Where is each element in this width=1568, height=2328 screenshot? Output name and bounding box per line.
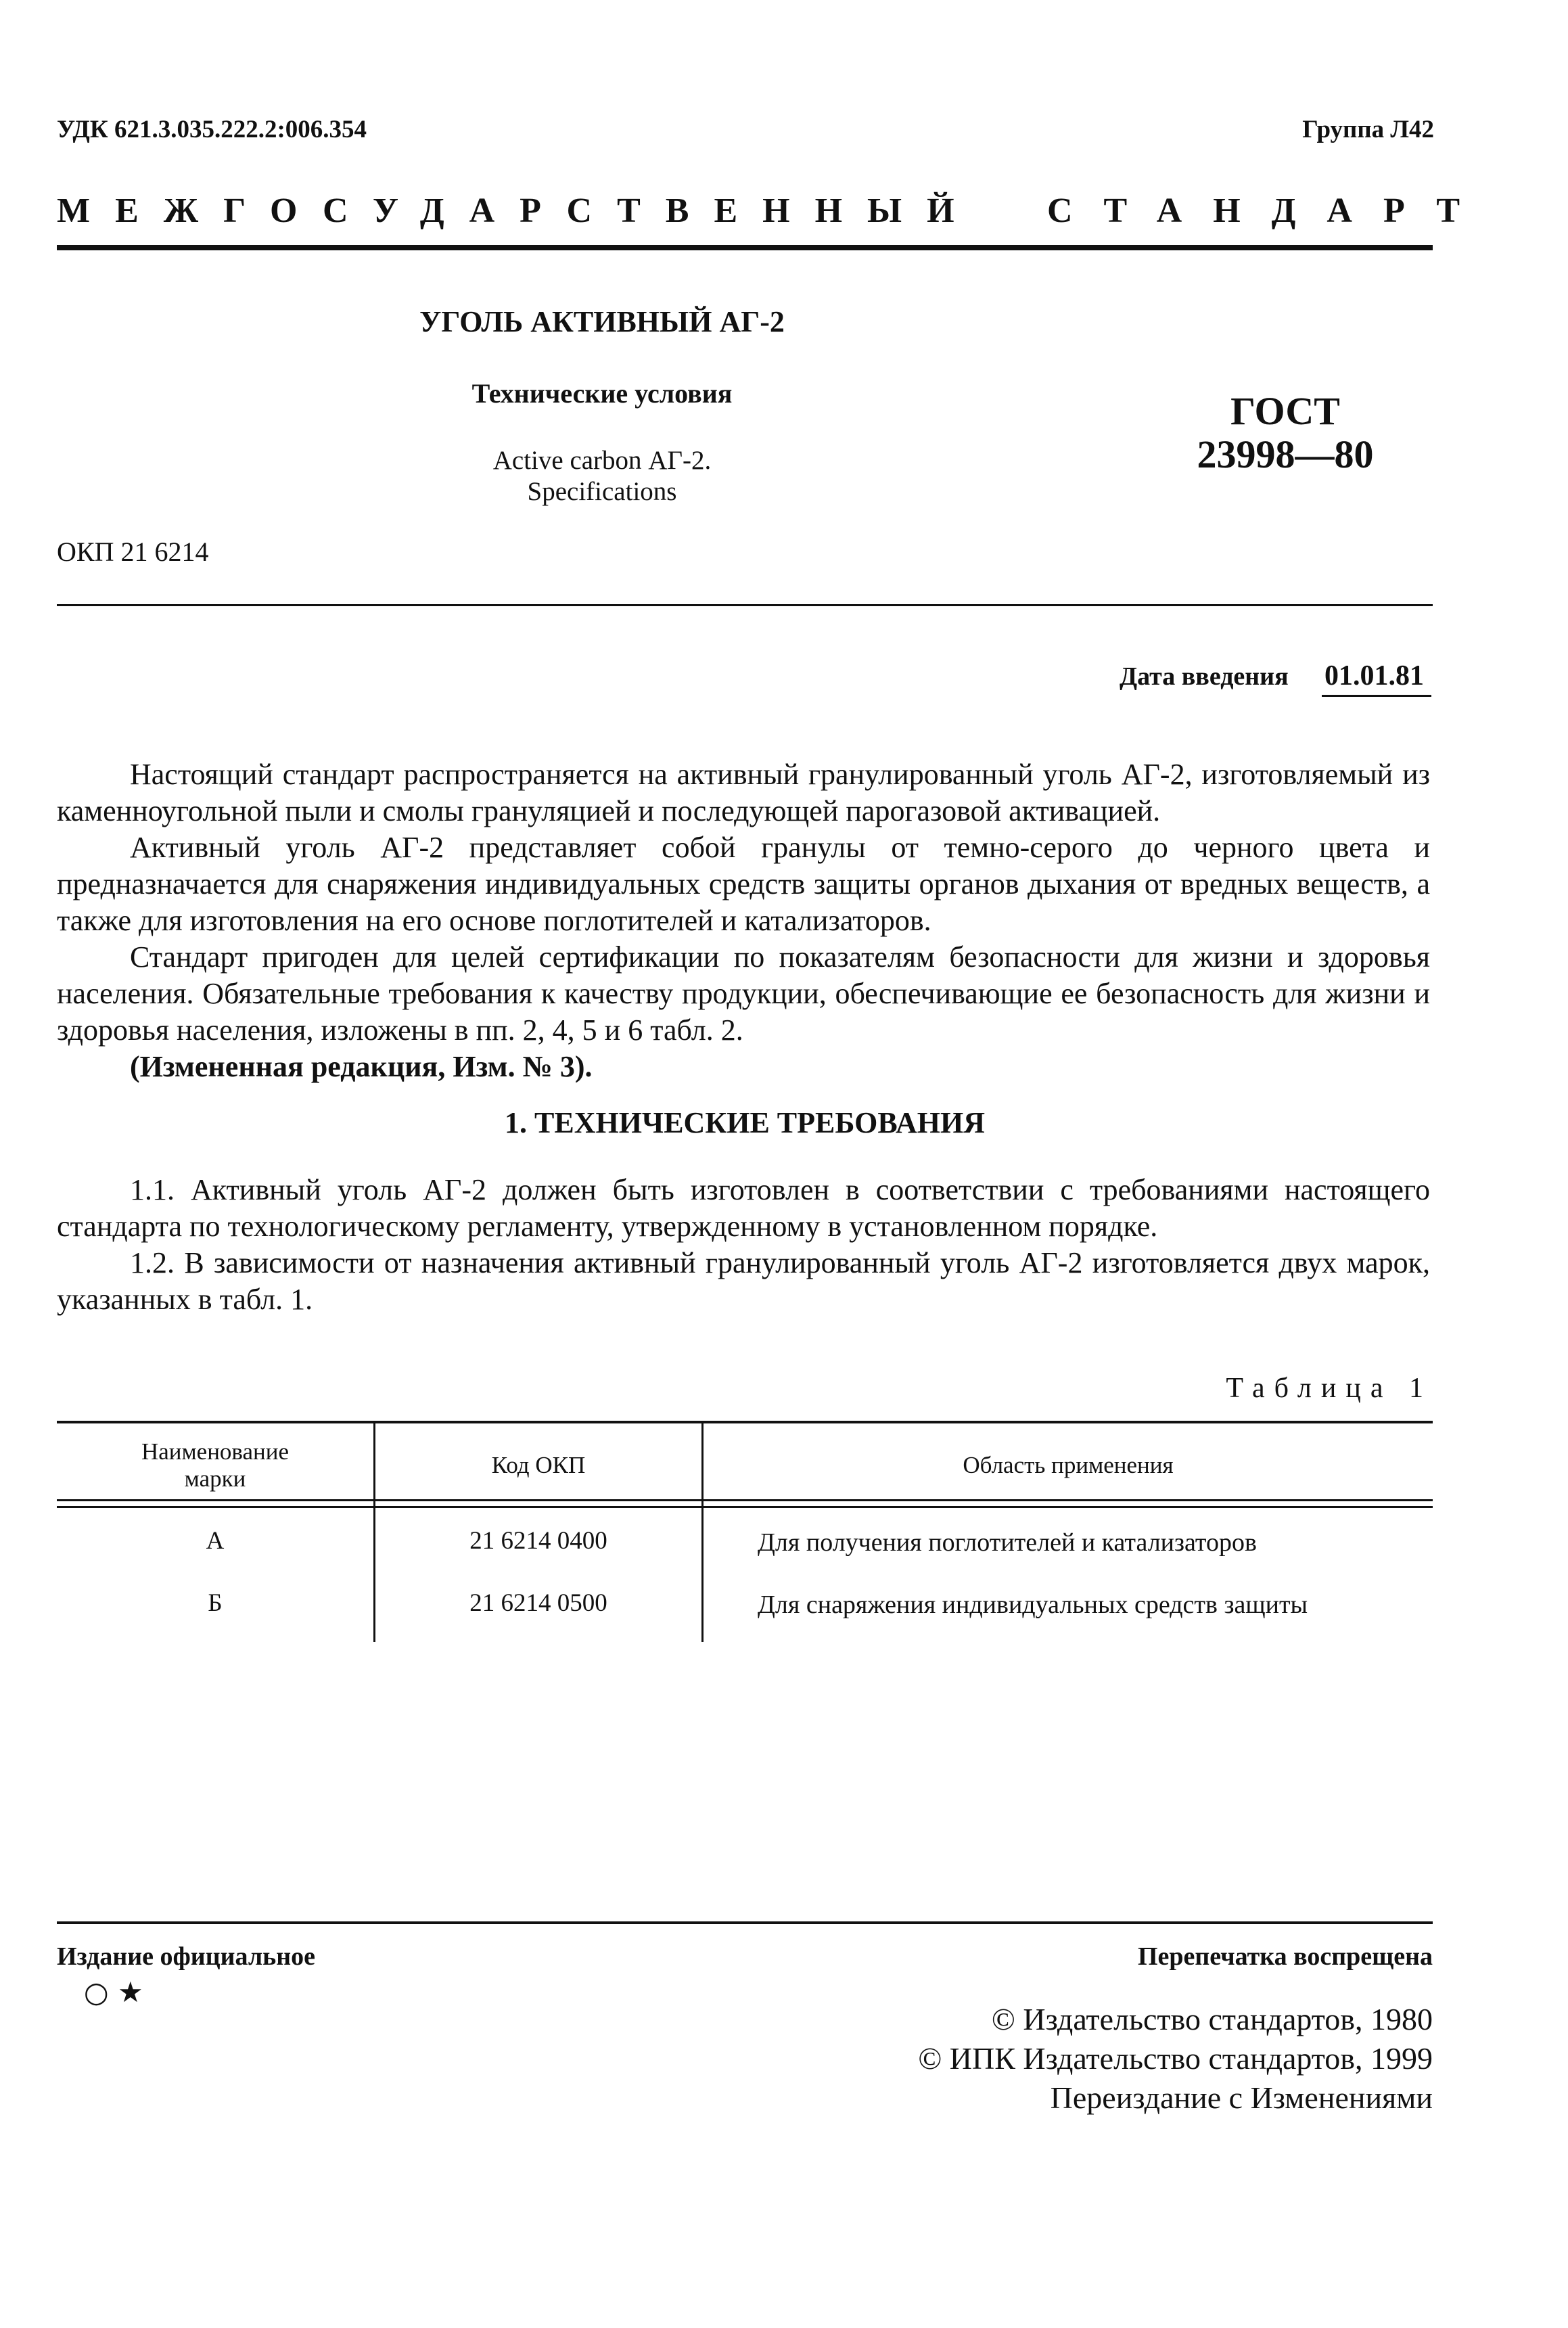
english-title-line1: Active carbon АГ-2.: [492, 446, 712, 475]
intro-date-underline: [1322, 695, 1431, 697]
paragraph-scope: Настоящий стандарт распространяется на активный гранулированный уголь АГ-2, изготовляемый из каменноугольной пыли и смолы грануляцией и последующей парогазовой активацией.: [57, 758, 1430, 827]
table-top-rule: [57, 1421, 1433, 1423]
intro-date-label: Дата введения: [1120, 662, 1289, 691]
banner-rule: [57, 245, 1433, 250]
english-title-line2: Specifications: [527, 477, 677, 506]
table-row-2-okp: 21 6214 0500: [469, 1589, 607, 1617]
document-subtitle: Технические условия: [471, 378, 733, 409]
paragraph-description: Активный уголь АГ-2 представляет собой гранулы от темно-серого до черного цвета и предназначается для снаряжения индивидуальных средств защиты органов дыхания от вредных веществ, а также для изготовления на его основе поглотителей и катализаторов.: [57, 831, 1430, 937]
reissue-note: Переиздание с Изменениями: [1050, 2080, 1433, 2115]
table-header-mark-line1: Наименование: [141, 1438, 290, 1465]
section-heading: 1. ТЕХНИЧЕСКИЕ ТРЕБОВАНИЯ: [505, 1106, 985, 1139]
table-row-2-area: Для снаряжения индивидуальных средств защиты: [758, 1591, 1308, 1619]
table-header-okp: Код ОКП: [491, 1452, 586, 1478]
document-title: УГОЛЬ АКТИВНЫЙ АГ-2: [419, 305, 785, 338]
intro-date-value: 01.01.81: [1324, 660, 1424, 691]
paragraph-certification: Стандарт пригоден для целей сертификации по показателям безопасности для жизни и здоровья населения. Обязательные требования к качеству продукции, обеспечивающие ее безопасность для жизни и здоровья населения, изложены в пп. 2, 4, 5 и 6 табл. 2.: [57, 940, 1430, 1047]
copyright-1999: © ИПК Издательство стандартов, 1999: [918, 2041, 1433, 2076]
table-caption: Таблица 1: [1226, 1373, 1433, 1404]
table-row-1-mark: А: [206, 1527, 225, 1555]
okp-code: ОКП 21 6214: [57, 537, 209, 567]
reprint-prohibited: Перепечатка воспрещена: [1137, 1942, 1433, 1971]
paragraph-amendment: (Измененная редакция, Изм. № 3).: [130, 1050, 593, 1083]
edition-symbols: ○ ★: [84, 1976, 143, 2009]
gost-label: ГОСТ: [1230, 389, 1340, 433]
table-header-mark-line2: марки: [184, 1465, 246, 1492]
copyright-1980: © Издательство стандартов, 1980: [991, 2002, 1433, 2036]
table-header-rule-2: [57, 1506, 1433, 1508]
table-row-1-okp: 21 6214 0400: [469, 1527, 607, 1555]
banner-interstate: МЕЖГОСУДАРСТВЕННЫЙ: [57, 191, 979, 230]
table-row-1-area: Для получения поглотителей и катализаторов: [758, 1528, 1257, 1557]
table-header-area: Область применения: [963, 1452, 1174, 1478]
udk-code: УДК 621.3.035.222.2:006.354: [57, 116, 367, 143]
title-rule: [57, 604, 1433, 606]
gost-number: 23998—80: [1197, 432, 1374, 476]
paragraph-1-1: 1.1. Активный уголь АГ-2 должен быть изготовлен в соответствии с требованиями настоящего стандарта по технологическому регламенту, утвержденному в установленном порядке.: [57, 1173, 1430, 1243]
official-edition: Издание официальное: [57, 1942, 316, 1971]
table-row-2-mark: Б: [208, 1589, 223, 1617]
group-code: Группа Л42: [1302, 116, 1434, 143]
table-header-rule-1: [57, 1499, 1433, 1501]
banner-standard: СТАНДАРТ: [1047, 191, 1492, 230]
paragraph-1-2: 1.2. В зависимости от назначения активный гранулированный уголь АГ-2 изготовляется двух марок, указанных в табл. 1.: [57, 1246, 1430, 1316]
footer-rule: [57, 1921, 1433, 1924]
